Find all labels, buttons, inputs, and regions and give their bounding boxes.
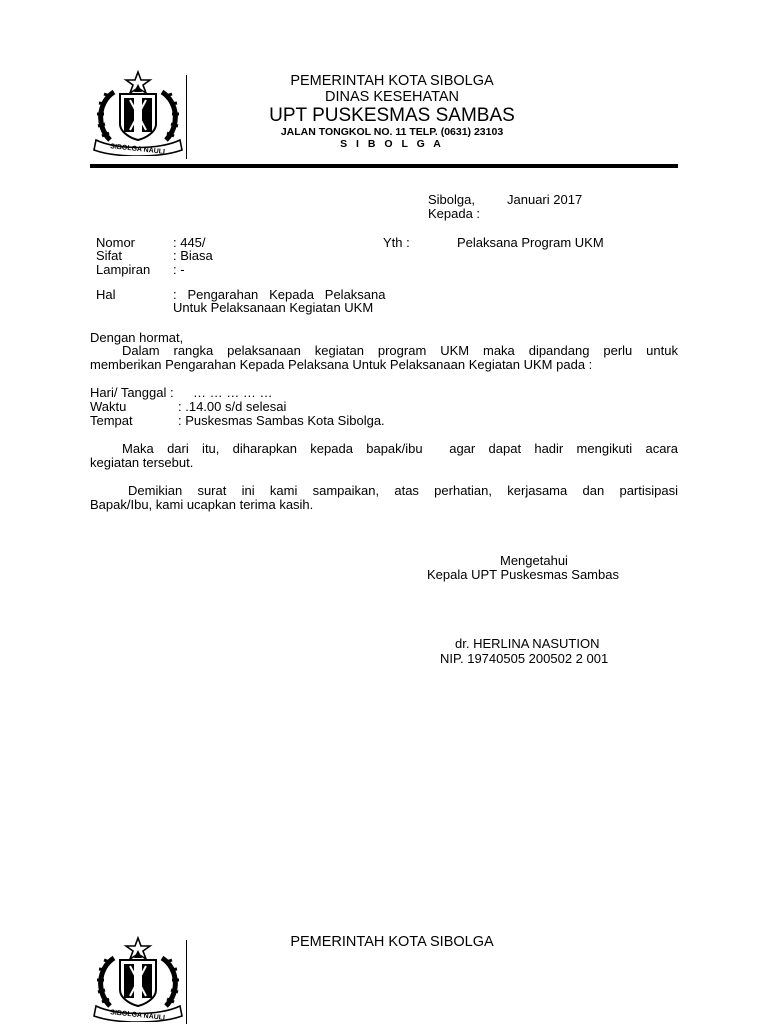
paragraph-2-line-2: kegiatan tersebut. [90, 455, 194, 470]
yth-label: Yth : [383, 235, 410, 250]
paragraph-2 [90, 442, 678, 470]
government-name-page-2: PEMERINTAH KOTA SIBOLGA [290, 934, 494, 950]
letterhead-rule [90, 164, 678, 168]
lampiran-value: : - [173, 262, 185, 277]
letterhead-divider-page-2 [186, 940, 187, 1024]
mengetahui-label: Mengetahui [500, 553, 568, 568]
paragraph-1 [90, 344, 678, 372]
signatory-name: dr. HERLINA NASUTION [455, 636, 600, 651]
logo-banner-text: SIBOLGA NAULI [109, 143, 166, 156]
letterhead-divider [186, 75, 187, 159]
paragraph-1-line-1: Dalam rangka pelaksanaan kegiatan program UKM maka dipandang perlu untuk [122, 343, 678, 358]
sifat-label: Sifat [96, 248, 123, 263]
sifat-value: : Biasa [173, 248, 213, 263]
recipient: Pelaksana Program UKM [457, 235, 604, 250]
kepada-label: Kepada : [428, 206, 481, 221]
city-line: S I B O L G A [340, 138, 444, 150]
government-name: PEMERINTAH KOTA SIBOLGA [290, 73, 494, 89]
salutation: Dengan hormat, [90, 330, 184, 345]
letter-date: Januari 2017 [507, 192, 583, 207]
paragraph-3 [90, 484, 678, 512]
waktu-label: Waktu [90, 399, 127, 414]
paragraph-1-line-2: memberikan Pengarahan Kepada Pelaksana Untuk Pelaksanaan Kegiatan UKM pada : [90, 357, 593, 372]
paragraph-2-line-1: Maka dari itu, diharapkan kepada bapak/ibu agar dapat hadir mengikuti acara [122, 441, 678, 456]
waktu-value: : .14.00 s/d selesai [178, 399, 287, 414]
hari-label: Hari/ Tanggal : [90, 385, 174, 400]
logo-banner-text-page-2: SIBOLGA NAULI [109, 1009, 166, 1022]
tempat-label: Tempat [90, 413, 133, 428]
signatory-nip: NIP. 19740505 200502 2 001 [440, 651, 609, 666]
hal-line-2: Untuk Pelaksanaan Kegiatan UKM [173, 300, 374, 315]
letter-place: Sibolga, [428, 192, 475, 207]
address-line: JALAN TONGKOL NO. 11 TELP. (0631) 23103 [280, 126, 504, 138]
lampiran-label: Lampiran [96, 262, 151, 277]
signatory-title: Kepala UPT Puskesmas Sambas [427, 567, 619, 582]
paragraph-3-line-2: Bapak/Ibu, kami ucapkan terima kasih. [90, 497, 314, 512]
hari-value: … … … … … [193, 385, 273, 400]
hal-line-1: : Pengarahan Kepada Pelaksana [173, 287, 386, 302]
department-name: DINAS KESEHATAN [324, 89, 460, 105]
nomor-value: : 445/ [173, 235, 206, 250]
paragraph-3-line-1: Demikian surat ini kami sampaikan, atas perhatian, kerjasama dan partisipasi [128, 483, 678, 498]
hal-label: Hal [96, 287, 116, 302]
nomor-label: Nomor [96, 235, 136, 250]
institution-name: UPT PUSKESMAS SAMBAS [269, 105, 515, 126]
tempat-value: : Puskesmas Sambas Kota Sibolga. [178, 413, 385, 428]
